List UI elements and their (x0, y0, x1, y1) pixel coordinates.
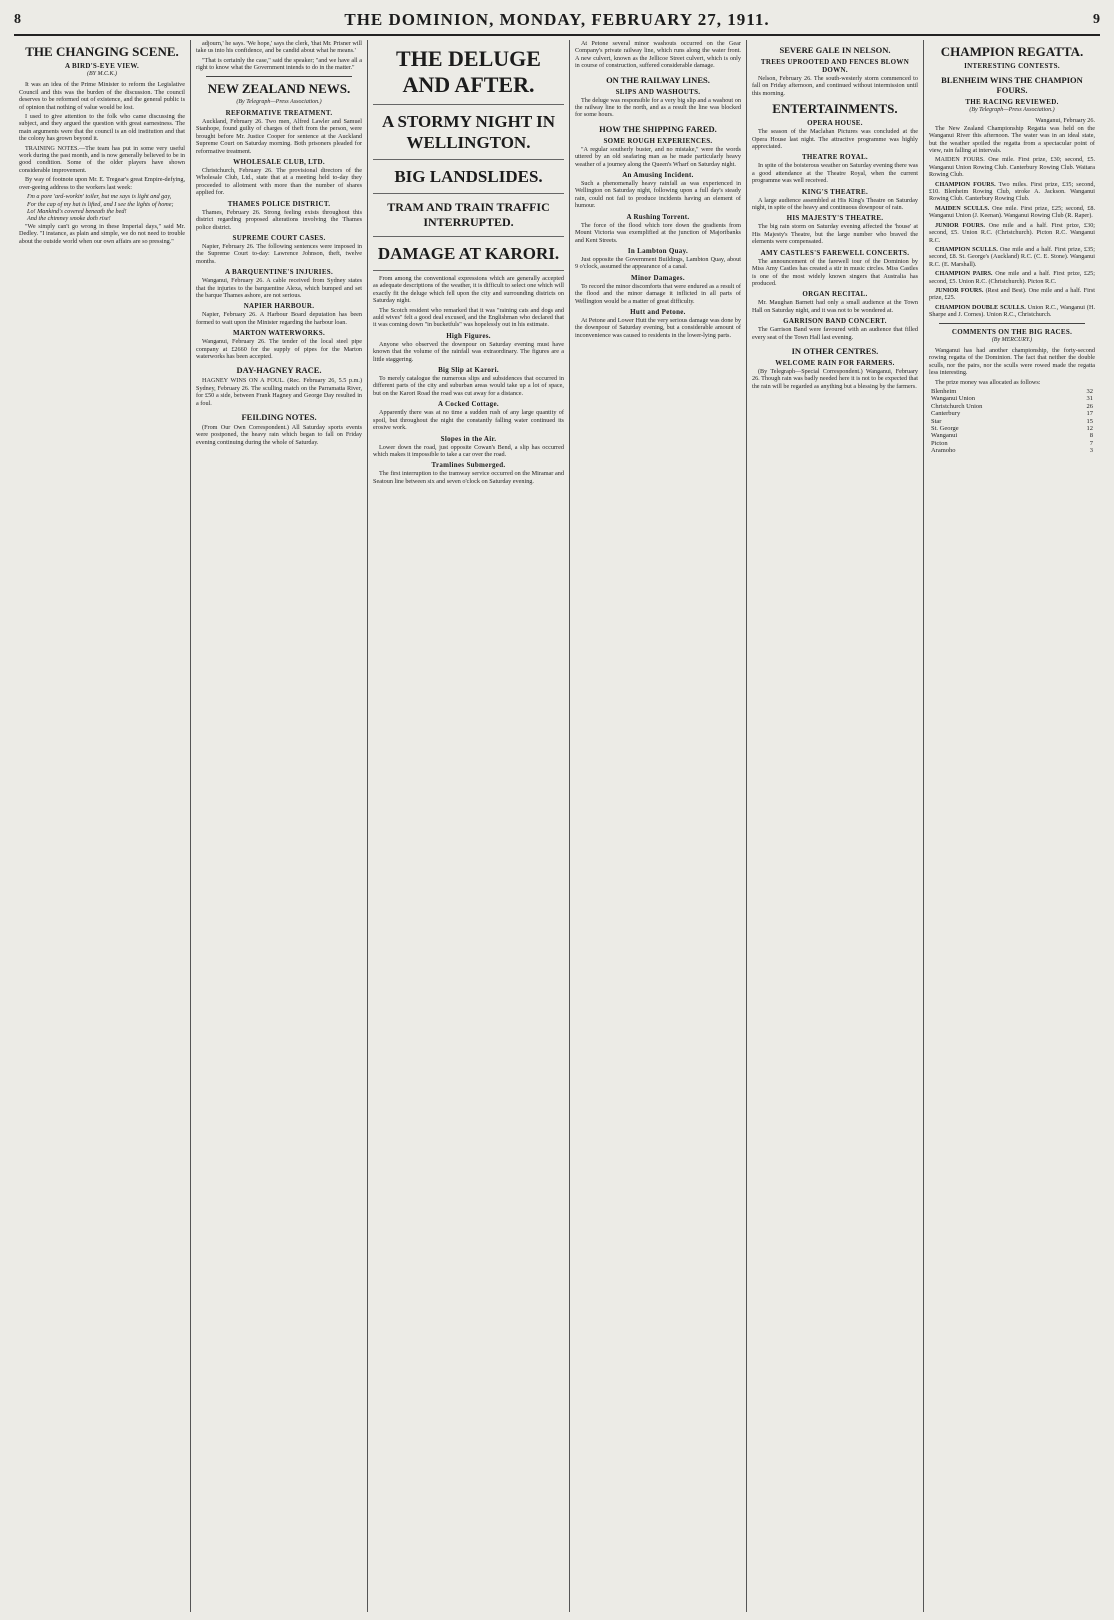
points: 8 (1089, 432, 1093, 440)
karori-banner: DAMAGE AT KARORI. (373, 237, 564, 271)
club-name: Blenheim (930, 388, 957, 395)
paragraph: "A regular southerly buster, and no mistake," were the words uttered by an old seafaring man as he made particularly heavy weather of a journey along the Queen's Wharf on Saturday night. (574, 145, 741, 168)
points: 26 (1086, 402, 1093, 410)
column-6 (924, 40, 1100, 1612)
column-1 (14, 40, 191, 1612)
paragraph: "That is certainly the case," said the speaker; "and we have all a right to know what the Government intends to do in the matter." (196, 56, 363, 72)
regatta-sub: THE RACING REVIEWED. (965, 98, 1059, 106)
section-subhead: OPERA HOUSE. (807, 119, 863, 128)
item-heading: A BARQUENTINE'S INJURIES. (224, 268, 334, 277)
item-text: Wanganui, February 26. The tender of the local steel pipe company at £2660 for the supply of pipes for the Marton waterworks has been accepted. (196, 338, 363, 360)
event-title: JUNIOR FOURS. (934, 221, 985, 229)
byline: (BY M.C.K.) (87, 71, 117, 77)
regatta-sub: BLENHEIM WINS THE CHAMPION FOURS. (941, 75, 1083, 95)
event (929, 222, 1095, 244)
points: 7 (1089, 439, 1093, 447)
table-row (929, 395, 1095, 402)
event-text: Union R.C., Wanganui (H. Sharpe and J. Cornes). Union R.C., Christchurch. (928, 303, 1096, 319)
deluge-banner: THE DELUGE AND AFTER. (373, 40, 564, 105)
prize-table (929, 388, 1095, 455)
item-text: Wanganui, February 26. A cable received from Sydney states that the injuries to the barquentine Alexa, which bumped and set the barque Thames ashore, are not serious. (196, 277, 363, 299)
paragraph: Mr. Maughan Barnett had only a small audience at the Town Hall on Saturday night, and it was not to be wondered at. (751, 299, 918, 314)
traffic-banner: TRAM AND TRAIN TRAFFIC INTERRUPTED. (373, 194, 564, 237)
event (929, 304, 1095, 319)
section-heading: IN OTHER CENTRES. (791, 345, 879, 356)
subhead: THEATRE ROYAL. (801, 153, 868, 162)
subhead: High Figures. (446, 331, 491, 340)
paragraph: adjourn,' he says. 'We hope,' says the clerk, 'that Mr. Prisner will take us into his confidence, and be candid about what he means.' (196, 40, 363, 55)
paragraph: (By Telegraph—Special Correspondent.) Wanganui, February 26. Though rain was badly needed here it is not to be expected that the rain will be regarded as anything but a blessing by the farmers. (751, 367, 918, 390)
columns (14, 40, 1100, 1612)
item-text: Thames, February 26. Strong feeling exists throughout this district regarding proposed alterations involving the Thames police district. (196, 208, 363, 231)
table-row (929, 403, 1095, 410)
paragraph: It was an idea of the Prime Minister to reform the Legislative Council and this was the burden of the discussion. The council deserves to be reformed out of existence, and the general public is of opinion that nothing of value would be lost. (19, 81, 186, 111)
club-name: Star (930, 417, 942, 425)
section-heading: ON THE RAILWAY LINES. (606, 74, 710, 85)
item-heading: WHOLESALE CLUB, LTD. (233, 158, 325, 167)
points: 12 (1086, 425, 1093, 433)
event (929, 205, 1095, 220)
item-text: Christchurch, February 26. The provisional directors of the Wholesale Club, Ltd., state that at a meeting held to-day they proceeded to allotment with more than the number of shares applied for. (196, 167, 363, 197)
club-name: Christchurch Union (930, 402, 983, 410)
subhead: Hutt and Petone. (630, 307, 686, 316)
table-row (929, 447, 1095, 454)
subhead: HIS MAJESTY'S THEATRE. (786, 214, 884, 223)
club-name: Picton (930, 439, 948, 447)
paragraph: TRAINING NOTES.—The team has put in some very useful work during the past month, and is now generally believed to be in good condition. Some of the older players have shown considerable improvement. (19, 144, 186, 174)
paragraph: Wanganui has had another championship, the forty-second rowing regatta of the Dominion. The fact that neither the double sculls, nor the pairs, nor the sculls were rowed made the regatta less interesting. (928, 346, 1095, 377)
changing-scene-sub: A BIRD'S-EYE VIEW. (64, 62, 140, 70)
subhead: AMY CASTLES'S FAREWELL CONCERTS. (760, 248, 910, 257)
paragraph: To merely catalogue the numerous slips and subsidences that occurred in different parts of the city and suburban areas would take up a lot of space, but on the Karori Road the road was cut away for a distance. (373, 375, 564, 397)
verse (19, 193, 185, 223)
club-name: Wanganui (930, 432, 958, 440)
points: 17 (1086, 410, 1093, 418)
subhead: ORGAN RECITAL. (802, 290, 868, 299)
event-title: CHAMPION FOURS. (934, 180, 996, 188)
masthead-title: THE DOMINION, MONDAY, FEBRUARY 27, 1911. (344, 10, 770, 29)
paragraph: A large audience assembled at His King's Theatre on Saturday night, in spite of the heavy and continuous downpour of rain. (751, 196, 918, 212)
subhead: In Lambton Quay. (627, 246, 689, 255)
paragraph: Apparently there was at no time a sudden rush of any large quantity of spoil, but throughout the night the constantly falling water continued its erosive work. (373, 409, 564, 432)
subhead: Minor Damages. (631, 273, 685, 282)
section-subhead: TREES UPROOTED AND FENCES BLOWN DOWN. (760, 58, 910, 74)
table-row (929, 432, 1095, 439)
paragraph: To record the minor discomforts that were endured as a result of the flood and the minor damage it inflicted in all parts of Wellington would be a matter of great difficulty. (574, 282, 741, 305)
club-name: Canterbury (930, 410, 961, 418)
item-heading: MARTON WATERWORKS. (233, 329, 326, 338)
paragraph: The Scotch resident who remarked that it was "raining cats and dogs and auld wives" felt a good deal excused, and the Englishman who declared that it was coming down "in bucketfuls" was hopelessly out in his estimate. (373, 306, 564, 329)
item-heading: SUPREME COURT CASES. (232, 233, 326, 242)
regatta-byline: (By Telegraph—Press Association.) (969, 107, 1055, 113)
subhead: A Cocked Cottage. (438, 400, 499, 409)
changing-scene-heading: THE CHANGING SCENE. (25, 44, 179, 59)
stormy-night-banner: A STORMY NIGHT IN WELLINGTON. (373, 105, 564, 160)
item-text: (From Our Own Correspondent.) All Saturday sports events were postponed, the heavy rain which began to fall on Friday evening continuing during the whole of Saturday. (196, 424, 363, 446)
paragraph: The force of the flood which tore down the gradients from Mount Victoria was exemplified at the junction of Majoribanks and Kent Streets. (574, 221, 741, 244)
paragraph: By way of footnote upon Mr. E. Tregear's great Empire-defying, over-geeing address to the workers last week: (19, 176, 186, 191)
subhead: KING'S THEATRE. (801, 187, 869, 196)
event (929, 181, 1095, 203)
paragraph: From among the conventional expressions which are generally accepted as adequate descriptions of the weather, it is difficult to select one which will exactly fit the deluge which fell upon the city and surrounding districts on Saturday night. (373, 275, 564, 305)
item-heading: NAPIER HARBOUR. (243, 302, 315, 311)
subhead: An Amusing Incident. (622, 171, 694, 180)
paragraph: At Petone several minor washouts occurred on the Gear Company's private railway line, which runs along the water front. A new culvert, known as the Jellicoe Street culvert, which is only in course of construction, suffered considerable damage. (574, 40, 741, 70)
event-text: One mile and a half. First prize, £30; second, £5. Union R.C. (Christchurch). Picton R.C. Wanganui R.C. (928, 221, 1096, 244)
item-heading: DAY-HAGNEY RACE. (236, 365, 322, 376)
paragraph: The big rain storm on Saturday evening affected the 'house' at His Majesty's Theatre, but the large number who braved the elements were compensated. (751, 223, 918, 246)
paragraph: The first interruption to the tramway service occurred on the Miramar and Seatoun line between six and seven o'clock on Saturday evening. (373, 470, 564, 485)
event-title: CHAMPION PAIRS. (934, 270, 993, 278)
club-name: Aramoho (930, 447, 956, 455)
divider (939, 323, 1085, 324)
points: 15 (1086, 417, 1093, 425)
paragraph: At Petone and Lower Hutt the very serious damage was done by the downpour of Saturday evening, but a considerable amount of inconvenience was caused to residents in the lower-lying parts. (574, 316, 741, 339)
points: 32 (1086, 388, 1093, 395)
event-text: One mile and a half. First prize, £25; second, £5. Union R.C. (Christchurch). Picton R.C. (928, 270, 1095, 285)
event-text: One mile. First prize, £25; second, £8. Wanganui Union (J. Keenan). Wanganui Rowing Club (R. Raper). (928, 204, 1096, 220)
nz-news-byline: (By Telegraph—Press Association.) (236, 98, 322, 105)
column-5 (747, 40, 924, 1612)
subhead: GARRISON BAND CONCERT. (783, 317, 887, 326)
event (929, 287, 1095, 302)
subhead: Slopes in the Air. (440, 434, 497, 443)
event (929, 246, 1095, 268)
item-heading: THAMES POLICE DISTRICT. (227, 199, 331, 208)
comments-byline: (By MERCURY.) (991, 336, 1033, 343)
verse-line: For the cap of my hat is lifted, and I see the lights of home; (27, 200, 174, 208)
points: 31 (1086, 395, 1093, 403)
table-row (929, 410, 1095, 417)
comments-heading: COMMENTS ON THE BIG RACES. (951, 327, 1073, 336)
item-heading: REFORMATIVE TREATMENT. (225, 109, 333, 118)
table-row (929, 440, 1095, 447)
dateline: Wanganui, February 26. (1035, 117, 1095, 125)
verse-line: Lo! Mankind's covered beneath the bed! (27, 207, 127, 215)
masthead (14, 6, 1100, 36)
subhead: Tramlines Submerged. (431, 461, 506, 470)
table-row (929, 425, 1095, 432)
regatta-sub: INTERESTING CONTESTS. (964, 62, 1060, 70)
paragraph: Such a phenomenally heavy rainfall as was experienced in Wellington on Saturday night, following upon a full day's steady rain, could not fail to produce incidents having an element of humour. (574, 180, 741, 210)
nz-news-heading: NEW ZEALAND NEWS. (207, 80, 351, 96)
column-2 (191, 40, 368, 1612)
paragraph: The announcement of the farewell tour of the Dominion by Miss Amy Castles has created a stir in music circles. Miss Castles is one of the most widely known singers that Australia has produced. (751, 257, 918, 287)
paragraph: Lower down the road, just opposite Cowan's Bend, a slip has occurred which makes it impossible to take a car over the road. (373, 443, 564, 458)
landslides-banner: BIG LANDSLIDES. (373, 160, 564, 194)
section-heading: HOW THE SHIPPING FARED. (599, 123, 717, 134)
section-subhead: SOME ROUGH EXPERIENCES. (603, 136, 713, 145)
club-name: St. George (930, 425, 959, 433)
item-text: Auckland, February 26. Two men, Alfred Lawler and Samuel Stanhope, found guilty of charges of theft from the person, were brought before Mr. Justice Cooper for sentence at the Auckland Supreme Court on Saturday morning. Both prisoners pleaded for reformative treatment. (196, 118, 363, 155)
paragraph: The season of the Maclahan Pictures was concluded at the Opera House last night. The attractive programme was highly appreciated. (751, 128, 918, 151)
regatta-heading: CHAMPION REGATTA. (940, 44, 1084, 59)
page-number-right: 9 (1093, 12, 1100, 27)
paragraph: Just opposite the Government Buildings, Lambton Quay, about 9 o'clock, assumed the appearance of a canal. (574, 255, 741, 271)
paragraph: MAIDEN FOURS. One mile. First prize, £30; second, £5. Wanganui Union Rowing Club. Canterbury Rowing Club. Waitara Rowing Club. (928, 156, 1095, 179)
table-row (929, 388, 1095, 395)
item-heading: FEILDING NOTES. (241, 412, 317, 422)
item-text: HAGNEY WINS ON A FOUL. (Rec. February 26, 5.5 p.m.) Sydney, February 26. The sculling match on the Parramatta River, for £50 a side, between Frank Hagney and George Day resulted in a foul. (196, 377, 363, 407)
subhead: A Rushing Torrent. (626, 212, 690, 221)
item-text: Napier, February 26. The following sentences were imposed in the Supreme Court to-day: Lawrence Johnson, theft, twelve months. (196, 242, 363, 265)
paragraph: I used to give attention to the folk who came discussing the subject, and they argued the question with great earnestness. The main arguments were that the council is an old institution and that the colony has grown beyond it. (19, 113, 186, 143)
section-subhead: WELCOME RAIN FOR FARMERS. (775, 358, 895, 367)
section-heading: SEVERE GALE IN NELSON. (779, 45, 891, 55)
column-3 (368, 40, 570, 1612)
paragraph: "We simply can't go wrong in these Imperial days," said Mr. Dedley. "I instance, as plain and simple, we do not need to trouble about the outside world when our own affairs are so pressing." (19, 222, 186, 245)
section-subhead: SLIPS AND WASHOUTS. (615, 87, 701, 96)
paragraph: Anyone who observed the downpour on Saturday evening must have known that the volume of the rainfall was extraordinary. The figures are a little staggering. (373, 340, 564, 363)
paragraph: The Garrison Band were favoured with an audience that filled every seat of the Town Hall last evening. (751, 326, 918, 341)
event-text: Two miles. First prize, £35; second, £10. Blenheim Rowing Club, stroke A. Jackson. Wanganui Rowing Club. Canterbury Rowing Club. (928, 180, 1096, 203)
divider (206, 76, 352, 77)
points: 3 (1089, 447, 1093, 455)
paragraph: The New Zealand Championship Regatta was held on the Wanganui River this afternoon. The water was in an ideal state, but the weather spoiled the regatta from a spectacular point of view, rain falling at intervals. (928, 124, 1095, 155)
column-4 (570, 40, 747, 1612)
paragraph: The prize money was allocated as follows: (934, 378, 1041, 386)
event-title: JUNIOR FOURS. (934, 286, 984, 294)
verse-line: And the chimney smoke doth rise! (27, 215, 111, 223)
event-text: One mile and a half. First prize, £35; second, £8. St. George's (Auckland) R.C. (C. E. Stone). Wanganui R.C. (E. Marshall). (928, 245, 1095, 268)
event-title: MAIDEN SCULLS. (934, 204, 990, 212)
paragraph: In spite of the boisterous weather on Saturday evening there was a good attendance at the Theatre Royal, when the current programme was well received. (751, 162, 918, 185)
event-title: CHAMPION DOUBLE SCULLS. (934, 303, 1026, 311)
page-number-left: 8 (14, 12, 21, 27)
verse-line: I'm a pore 'ard-workin' toiler, but me says is light and gay, (27, 193, 172, 201)
event-text: (Rest and Best). One mile and a half. First prize, £25. (928, 286, 1095, 302)
table-row (929, 418, 1095, 425)
event-title: CHAMPION SCULLS. (934, 245, 998, 253)
paragraph: Nelson, February 26. The south-westerly storm commenced to fall on Friday afternoon, and continued without intermission until this morning. (751, 75, 918, 97)
event (929, 270, 1095, 285)
paragraph: The deluge was responsible for a very big slip and a washout on the railway line to the north, and as a result the line was blocked for some hours. (574, 96, 741, 119)
subhead: Big Slip at Karori. (438, 366, 499, 375)
club-name: Wanganui Union (930, 395, 976, 403)
entertainments-heading: ENTERTAINMENTS. (772, 101, 898, 117)
item-text: Napier, February 26. A Harbour Board deputation has been formed to wait upon the Minister regarding the harbour loan. (196, 311, 363, 326)
